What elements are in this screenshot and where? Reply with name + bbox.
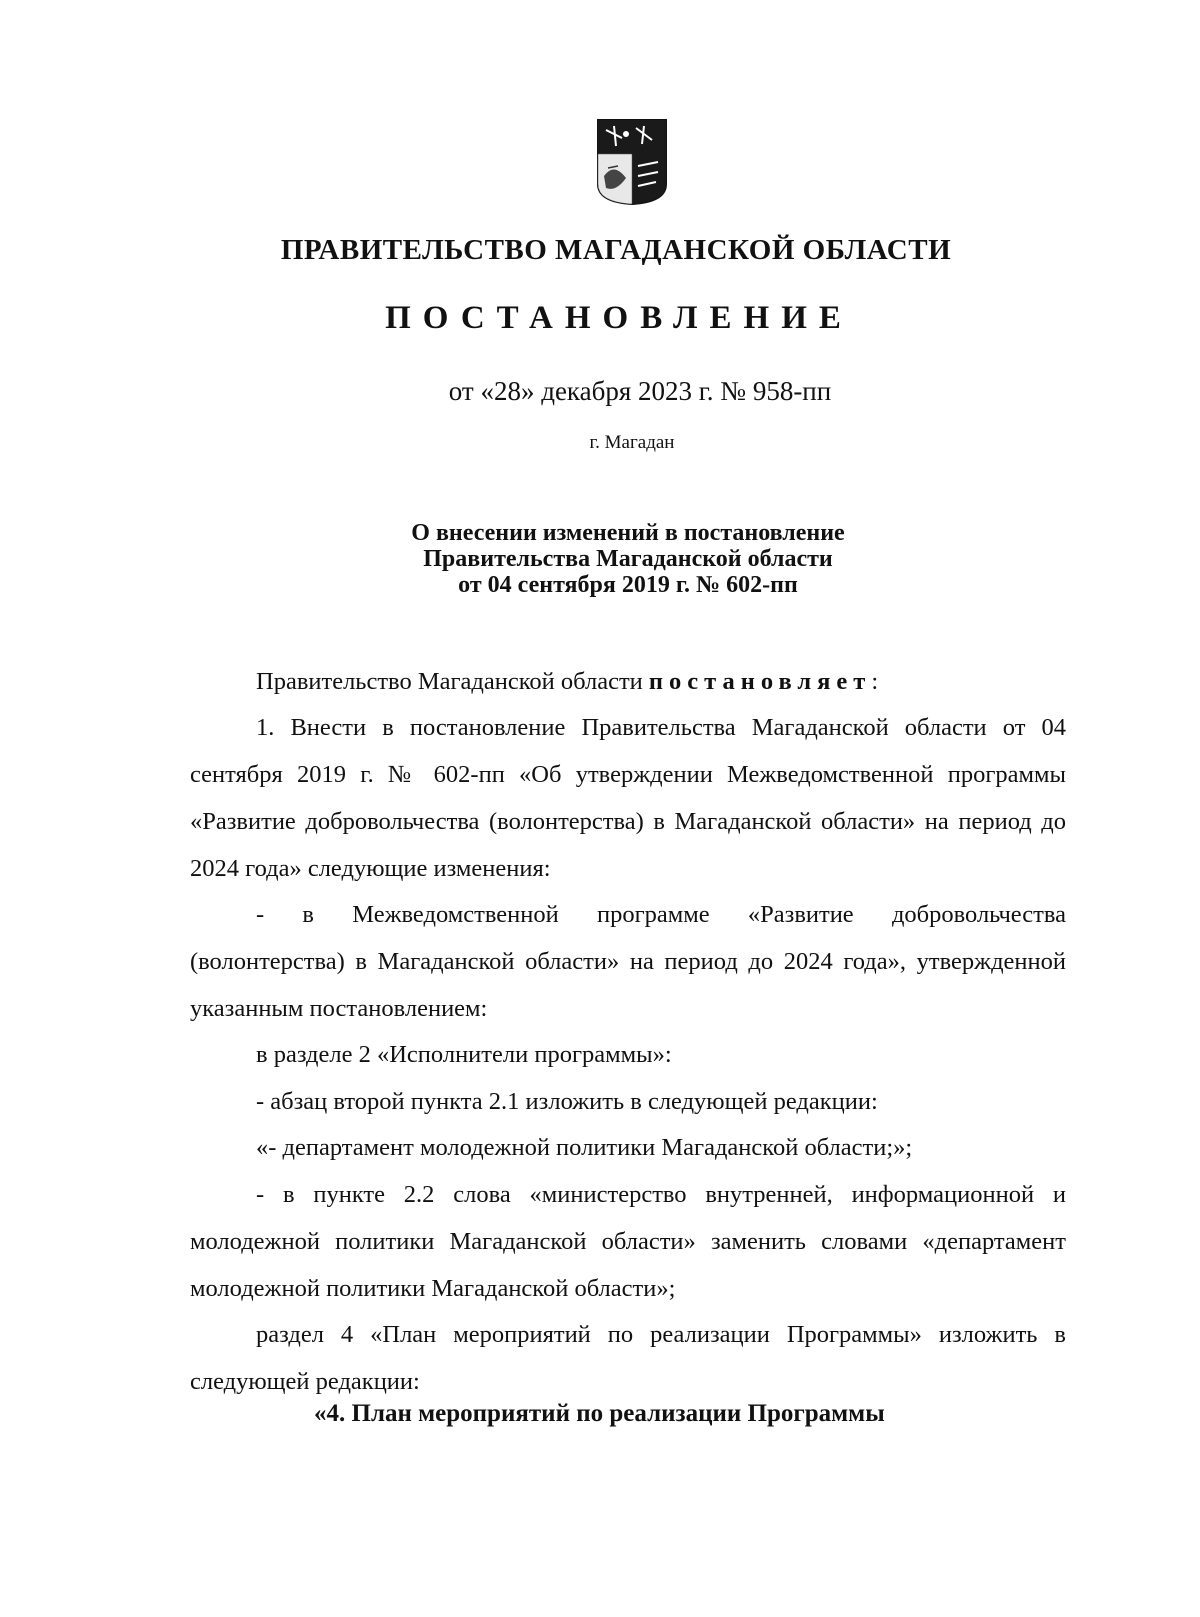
intro-verb: постановляет [648,668,872,695]
document-date-number: от «28» декабря 2023 г. № 958-пп [448,376,832,406]
document-subject [28,520,1200,598]
paragraph-2: - в Межведомственной программе «Развитие добровольчества (волонтерства) в Магаданской области» на период до 2024 года», утвержденной указанным постановлением: [190,901,1066,1022]
paragraph-7: раздел 4 «План мероприятий по реализации Программы» изложить в следующей редакции: [190,1321,1066,1395]
government-title: ПРАВИТЕЛЬСТВО МАГАДАНСКОЙ ОБЛАСТИ [280,234,952,266]
paragraph-6: - в пункте 2.2 слова «министерство внутренней, информационной и молодежной политики Магаданской области» заменить словами «департамент молодежной политики Магаданской области»; [190,1181,1066,1302]
intro-suffix: : [871,668,879,695]
document-city: г. Магадан [589,432,675,453]
section-4-heading: «4. План мероприятий по реализации Программы [314,1400,885,1427]
document-type: ПОСТАНОВЛЕНИЕ [385,300,853,336]
paragraph-5: «- департамент молодежной политики Магаданской области;»; [256,1134,913,1161]
intro-prefix: Правительство Магаданской области [256,668,649,695]
coat-of-arms-icon [596,118,668,206]
paragraph-3: в разделе 2 «Исполнители программы»: [256,1041,672,1068]
subject-line-2: Правительства Магаданской области [423,546,833,572]
subject-line-1: О внесении изменений в постановление [411,520,845,546]
paragraph-1: 1. Внести в постановление Правительства Магаданской области от 04 сентября 2019 г. № 602-пп «Об утверждении Межведомственной программы «Развитие добровольчества (волонтерства) в Магаданской области» на период до 2024 года» следующие изменения: [190,714,1066,882]
intro-paragraph [190,658,1066,705]
subject-line-3: от 04 сентября 2019 г. № 602-пп [458,572,798,598]
paragraph-4: - абзац второй пункта 2.1 изложить в следующей редакции: [256,1088,878,1115]
